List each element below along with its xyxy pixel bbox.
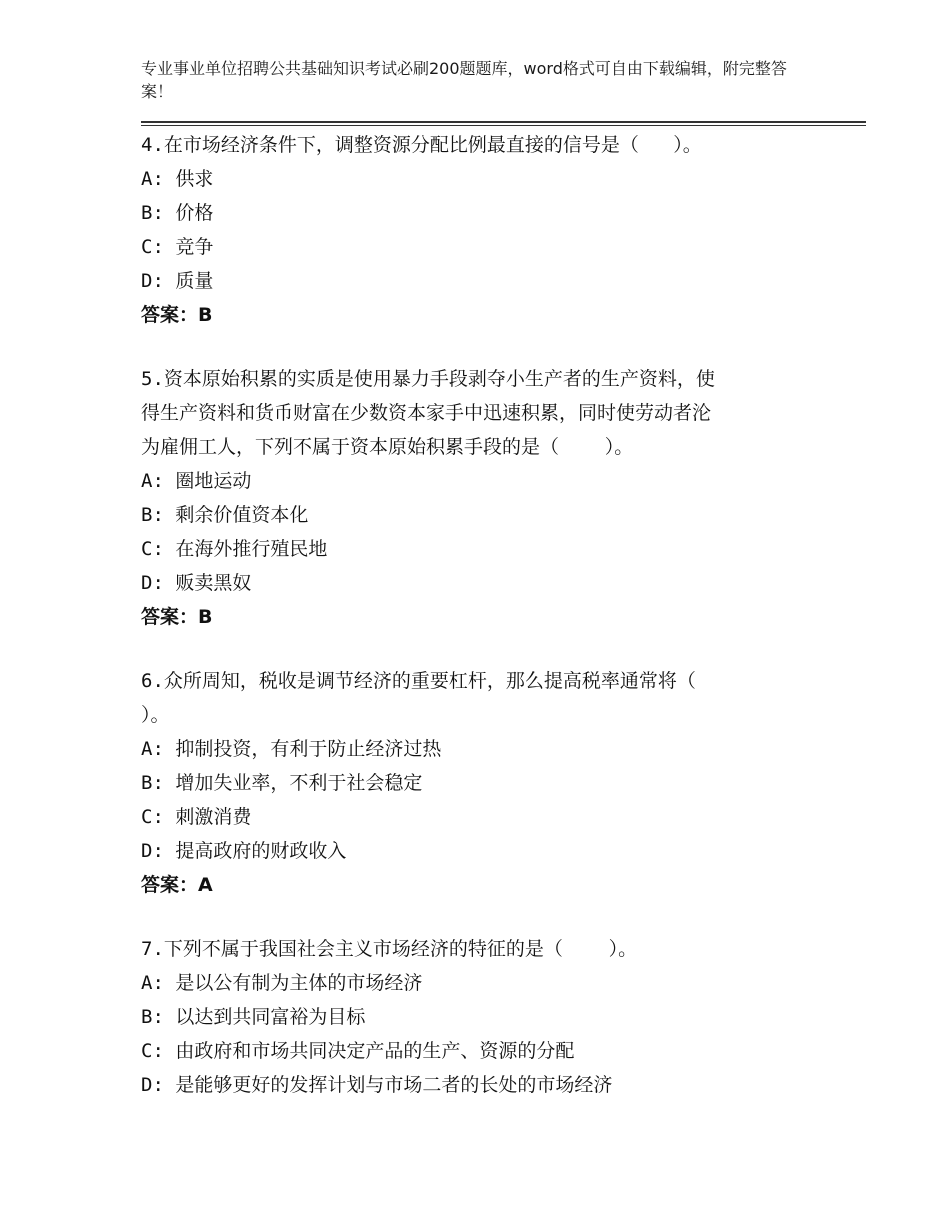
question-stem: 4.在市场经济条件下，调整资源分配比例最直接的信号是（ ）。: [141, 134, 702, 156]
document-header: 专业事业单位招聘公共基础知识考试必刷200题题库，word格式可自由下载编辑，附完整答案！: [141, 59, 787, 101]
question-stem-line-2: 得生产资料和货币财富在少数资本家手中迅速积累，同时使劳动者沦: [141, 402, 712, 424]
option-c: C: 由政府和市场共同决定产品的生产、资源的分配: [141, 1040, 575, 1062]
answer-line: 答案：A: [141, 874, 213, 896]
option-d: D: 是能够更好的发挥计划与市场二者的长处的市场经济: [141, 1074, 613, 1096]
question-stem-line-1: 6.众所周知，税收是调节经济的重要杠杆，那么提高税率通常将（: [141, 670, 696, 692]
question-stem-line-2: ）。: [141, 704, 170, 726]
option-c: C: 刺激消费: [141, 806, 252, 828]
question-6: [141, 664, 821, 902]
question-5: [141, 362, 821, 634]
option-b: B: 增加失业率，不利于社会稳定: [141, 772, 423, 794]
question-stem: 7.下列不属于我国社会主义市场经济的特征的是（ ）。: [141, 938, 638, 960]
answer-line: 答案：B: [141, 606, 213, 628]
option-d: D: 贩卖黑奴: [141, 572, 252, 594]
option-d: D: 质量: [141, 270, 214, 292]
answer-line: 答案：B: [141, 304, 213, 326]
option-a: A: 供求: [141, 168, 214, 190]
header-rule-thin: [141, 125, 866, 126]
option-c: C: 在海外推行殖民地: [141, 538, 328, 560]
header-rule-thick: [141, 121, 866, 123]
option-b: B: 剩余价值资本化: [141, 504, 309, 526]
question-list: [141, 128, 821, 1132]
option-b: B: 价格: [141, 202, 214, 224]
option-a: A: 圈地运动: [141, 470, 252, 492]
option-d: D: 提高政府的财政收入: [141, 840, 347, 862]
option-a: A: 抑制投资，有利于防止经济过热: [141, 738, 442, 760]
option-a: A: 是以公有制为主体的市场经济: [141, 972, 423, 994]
option-c: C: 竞争: [141, 236, 214, 258]
question-stem-line-1: 5.资本原始积累的实质是使用暴力手段剥夺小生产者的生产资料，使: [141, 368, 715, 390]
question-4: [141, 128, 821, 332]
option-b: B: 以达到共同富裕为目标: [141, 1006, 366, 1028]
question-stem-line-3: 为雇佣工人，下列不属于资本原始积累手段的是（ ）。: [141, 436, 634, 458]
question-7: [141, 932, 821, 1102]
